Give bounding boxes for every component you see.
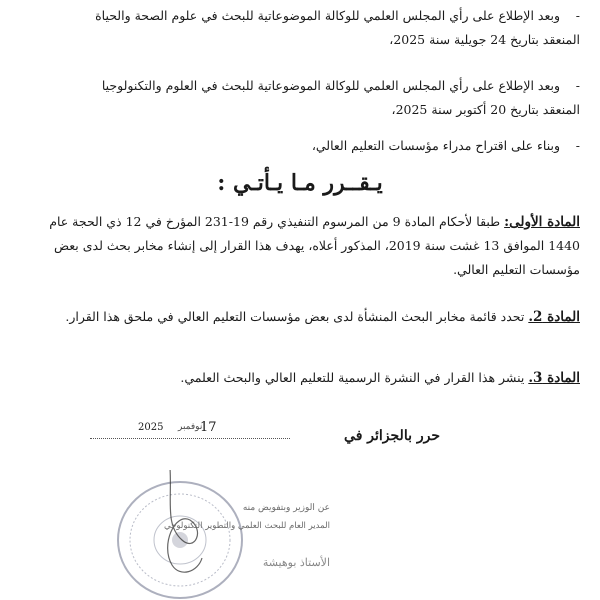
signing-date (90, 420, 290, 439)
dash-marker: - (575, 8, 580, 23)
article-3 (20, 366, 580, 390)
date-day: 17 (200, 420, 217, 435)
article-title: المادة الأولى: (504, 214, 580, 230)
preamble-item (20, 4, 580, 52)
signatory-name: الأستاذ بوهيشة (262, 556, 330, 569)
article-title: المادة 2. (528, 309, 580, 325)
dash-marker: - (575, 78, 580, 93)
decides-heading: يـقــرر مـا يـأتـي : (217, 170, 383, 196)
signatory-line-2: المدير العام للبحث العلمي والتطوير التكنولوجي (164, 521, 330, 531)
preamble-line: وبناء على اقتراح مدراء مؤسسات التعليم العالي، (311, 138, 560, 153)
article-text: طبقا لأحكام المادة 9 من المرسوم التنفيذي رقم 19-231 المؤرخ في 12 ذي الحجة عام 1440 الموافق 13 غشت سنة 2019، المذكور أعلاه، يهدف هذا القرار إلى إنشاء مخابر بحث لدى بعض مؤسسات التعليم العالي. (49, 214, 580, 277)
article-title: المادة 3. (528, 370, 580, 386)
preamble-item (20, 134, 580, 158)
article-2 (20, 305, 580, 329)
signatory-line-1: عن الوزير وبتفويض منه (242, 503, 330, 513)
preamble-line: المنعقد بتاريخ 20 أكتوبر سنة 2025، (391, 102, 580, 117)
article-text: تحدد قائمة مخابر البحث المنشأة لدى بعض مؤسسات التعليم العالي في ملحق هذا القرار. (65, 309, 525, 324)
signing-place: حرر بالجزائر في (344, 428, 440, 444)
preamble-line: المنعقد بتاريخ 24 جويلية سنة 2025، (389, 32, 580, 47)
dash-marker: - (575, 138, 580, 153)
preamble-line: وبعد الإطلاع على رأي المجلس العلمي للوكالة الموضوعاتية للبحث في علوم الصحة والحياة (95, 8, 560, 23)
stamp-seal-icon (118, 482, 242, 598)
preamble-line: وبعد الإطلاع على رأي المجلس العلمي للوكالة الموضوعاتية للبحث في العلوم والتكنولوجيا (101, 78, 560, 93)
preamble-item (20, 74, 580, 122)
date-year: 2025 (138, 422, 164, 433)
official-stamp (110, 470, 310, 600)
article-1 (20, 210, 580, 282)
date-month: نوفمبر (178, 422, 203, 432)
article-text: ينشر هذا القرار في النشرة الرسمية للتعليم العالي والبحث العلمي. (180, 370, 525, 385)
